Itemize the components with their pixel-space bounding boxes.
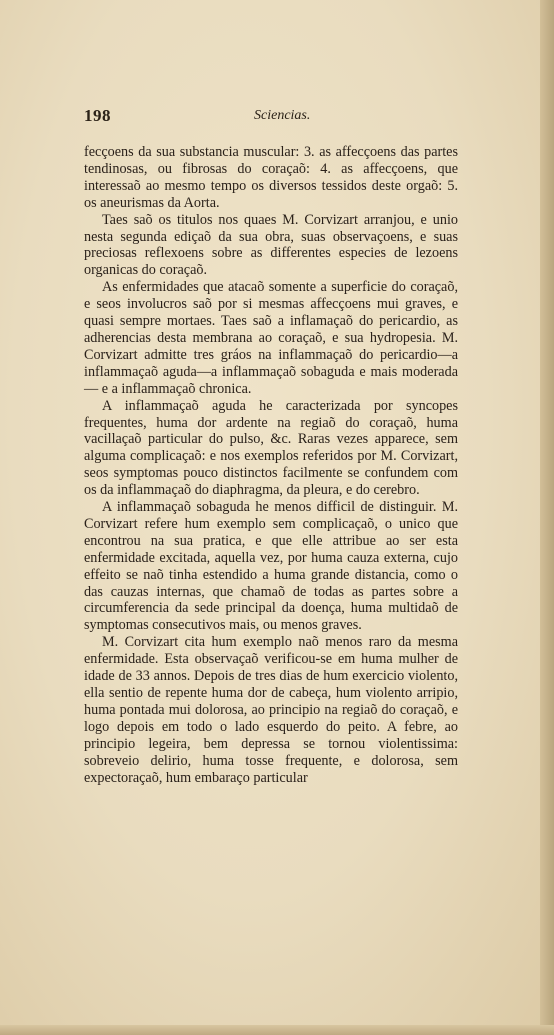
running-head: Sciencias. bbox=[254, 108, 311, 123]
page-number: 198 bbox=[84, 106, 111, 125]
page-edge-bottom bbox=[0, 1025, 554, 1035]
paragraph-1: fecçoens da sua substancia muscular: 3. as affecçoens das partes tendinosas, ou fibrosas do coraçaõ: 4. as affecçoens, que interessaõ ao mesmo tempo os diversos tessidos deste orgaõ: 5. os aneurismas da Aorta. bbox=[84, 144, 458, 211]
paragraph-2: Taes saõ os titulos nos quaes M. Corvizart arranjou, e unio nesta segunda ediçaõ da sua obra, suas observaçoens, e suas preciosas reflexoens sobre as differentes especies de lezoens organicas do coraçaõ. bbox=[84, 211, 458, 279]
body-text bbox=[84, 144, 458, 786]
paragraph-4: A inflammaçaõ aguda he caracterizada por syncopes frequentes, huma dor ardente na regiaõ do coraçaõ, huma vacillaçaõ particular do pulso, &c. Raras vezes apparece, sem alguma complicaçaõ: e nos exemplos referidos por M. Corvizart, seos symptomas pouco distinctos facilmente se confundem com os da inflammaçaõ do diaphragma, da pleura, e do cerebro. bbox=[84, 397, 458, 499]
page-header bbox=[84, 106, 458, 128]
paragraph-3: As enfermidades que atacaõ somente a superficie do coraçaõ, e seos involucros saõ por si mesmas affecçoens mui graves, e quasi sempre mortaes. Taes saõ a inflamaçaõ do pericardio, as adherencias desta membrana ao coraçaõ, e sua hydropesia. M. Corvizart admitte tres gráos na inflammaçaõ do pericardio—a inflammaçaõ aguda—a inflammaçaõ sobaguda e mais moderada— e a inflammaçaõ chronica. bbox=[84, 279, 458, 397]
paragraph-6: M. Corvizart cita hum exemplo naõ menos raro da mesma enfermidade. Esta observaçaõ verificou-se em huma mulher de idade de 33 annos. Depois de tres dias de hum exercicio violento, ella sentio de repente huma dor de cabeça, hum violento arripio, huma pontada mui dolorosa, ao principio na regiaõ do coraçaõ, e logo depois em todo o lado esquerdo do peito. A febre, ao principio legeira, bem depressa se tornou violentissima: sobreveio delirio, huma tosse frequente, e dolorosa, sem expectoraçaõ, hum embaraço particular bbox=[84, 634, 458, 786]
paragraph-5: A inflammaçaõ sobaguda he menos difficil de distinguir. M. Corvizart refere hum exemplo sem complicaçaõ, o unico que encontrou na sua pratica, e que elle attribue ao ser esta enfermidade excitada, aquella vez, por huma cauza externa, cujo effeito se naõ tinha estendido a huma grande distancia, como o das cauzas internas, que chamaõ de todas as partes sobre a circumferencia da sede principal da doença, huma multidaõ de symptomas consecutivos mais, ou menos graves. bbox=[84, 499, 458, 634]
page-edge-right bbox=[540, 0, 554, 1035]
